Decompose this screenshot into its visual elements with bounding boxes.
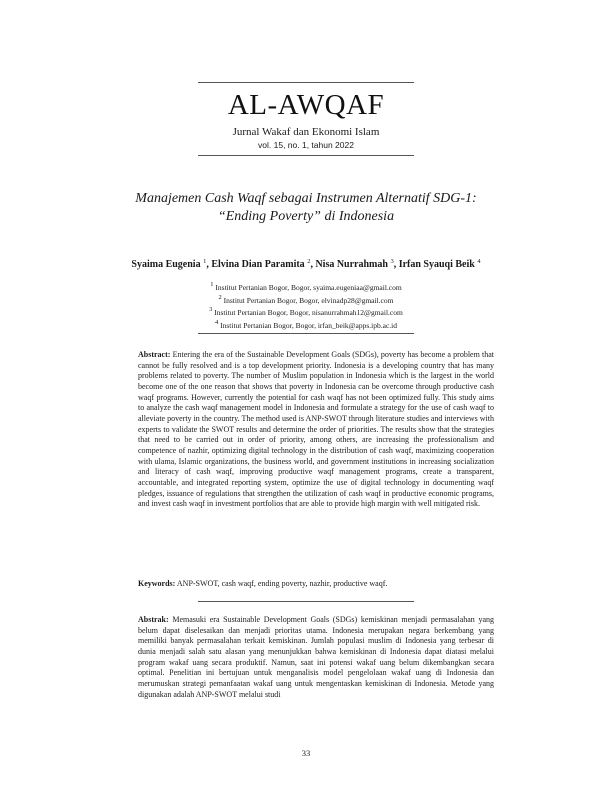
affiliation-item [60, 280, 552, 293]
author-list [60, 258, 552, 270]
journal-volume: vol. 15, no. 1, tahun 2022 [258, 140, 354, 150]
affiliation-rule [198, 333, 414, 334]
paper-title [90, 190, 522, 226]
keywords-text: ANP-SWOT, cash waqf, ending poverty, nazhir, productive waqf. [176, 579, 388, 588]
author-sup: 4 [477, 258, 481, 265]
author-separator: , [310, 259, 316, 270]
affiliation-list [60, 280, 552, 330]
author-sup: 2 [307, 258, 311, 265]
affiliation-text: Institut Pertanian Bogor, Bogor, syaima.eugeniaa@gmail.com [215, 283, 402, 292]
affiliation-item [60, 293, 552, 306]
header-rule-top [198, 82, 414, 83]
affiliation-text: Institut Pertanian Bogor, Bogor, nisanurrahmah12@gmail.com [214, 308, 403, 318]
author-separator: , [206, 259, 212, 270]
paper-title-line-1: Manajemen Cash Waqf sebagai Instrumen Alternatif SDG-1: [135, 191, 477, 206]
abstract-indonesian-label: Abstrak: [138, 615, 169, 624]
abstract-english-text: Entering the era of the Sustainable Development Goals (SDGs), poverty has become a problem that cannot be fully resolved and is a top development priority. Indonesia is a developing country that has many problems related to poverty. The number of Muslim population in Indonesia which is the largest in the world become one of the one reason that shows that poverty in Indonesia can be overcome through productive cash waqf programs. However, currently the potential for cash waqf has not been optimized fully. This study aims to analyze the cash waqf management model in Indonesia and formulate a strategy for the use of cash waqf to alleviate poverty in the country. The method used is ANP-SWOT through literature studies and interviews with experts to validate the SWOT results and determine the order of priorities. The results show that the strategies that need to be carried out in order of priority, among others, are increasing the professionalism and competence of nazhir, optimizing digital technology in the distribution of cash waqf, maximizing cooperation with ulama, Islamic organizations, the business world, and government institutions in increasing socialization and literacy of cash waqf, improving productive waqf management programs, create a transparent, accountable, and integrated reporting system, optimize the use of digital technology in documenting waqf pledges, issuance of regulations that strengthen the utilization of cash waqf in productive economic programs, and invest cash waqf in investment portfolios that are able to provide high margin with well mitigated risk. [138, 350, 495, 509]
affiliation-sup: 2 [218, 293, 222, 301]
journal-subtitle: Jurnal Wakaf dan Ekonomi Islam [232, 126, 380, 138]
paper-title-line-2: “Ending Poverty” di Indonesia [217, 209, 395, 224]
author-name: Elvina Dian Paramita [211, 259, 305, 270]
keywords [138, 579, 494, 590]
author-sup: 1 [203, 258, 207, 265]
affiliation-text: Institut Pertanian Bogor, Bogor, irfan_beik@apps.ipb.ac.id [220, 320, 398, 330]
abstract-english [138, 350, 494, 510]
affiliation-item [60, 305, 552, 318]
author-name: Irfan Syauqi Beik [398, 259, 475, 270]
page-number: 33 [301, 748, 311, 758]
affiliation-sup: 3 [209, 306, 213, 314]
affiliation-sup: 4 [214, 318, 219, 326]
author-sup: 3 [390, 258, 394, 265]
abstract-separator-rule [198, 601, 414, 602]
author-name: Nisa Nurrahmah [315, 259, 388, 270]
abstract-indonesian-text: Memasuki era Sustainable Development Goals (SDGs) kemiskinan menjadi permasalahan yang belum dapat diselesaikan dan menjadi prioritas utama. Indonesia merupakan negara berkembang yang memiliki banyak permasalahan terkait kemiskinan. Jumlah populasi muslim di Indonesia yang terbesar di dunia menjadi salah satu alasan yang menunjukkan bahwa kemiskinan di Indonesia dapat diatasi melalui program wakaf uang secara produktif. Namun, saat ini potensi wakaf uang belum dikembangkan secara optimal. Penelitian ini bertujuan untuk menganalisis model pengelolaan wakaf uang di Indonesia dan merumuskan strategi pemanfaatan wakaf uang untuk mengentaskan kemiskinan di Indonesia. Metode yang digunakan adalah ANP-SWOT melalui studi [138, 615, 495, 699]
author-separator: , [393, 259, 399, 270]
abstract-indonesian [138, 615, 494, 700]
affiliation-sup: 1 [210, 281, 214, 288]
author-name: Syaima Eugenia [131, 259, 201, 270]
affiliation-text: Institut Pertanian Bogor, Bogor, elvinadp28@gmail.com [223, 295, 394, 305]
header-rule-bottom [198, 155, 414, 156]
affiliation-item [60, 318, 552, 331]
abstract-english-label: Abstract: [138, 350, 171, 359]
keywords-label: Keywords: [138, 579, 176, 588]
journal-title: AL-AWQAF [227, 89, 385, 121]
